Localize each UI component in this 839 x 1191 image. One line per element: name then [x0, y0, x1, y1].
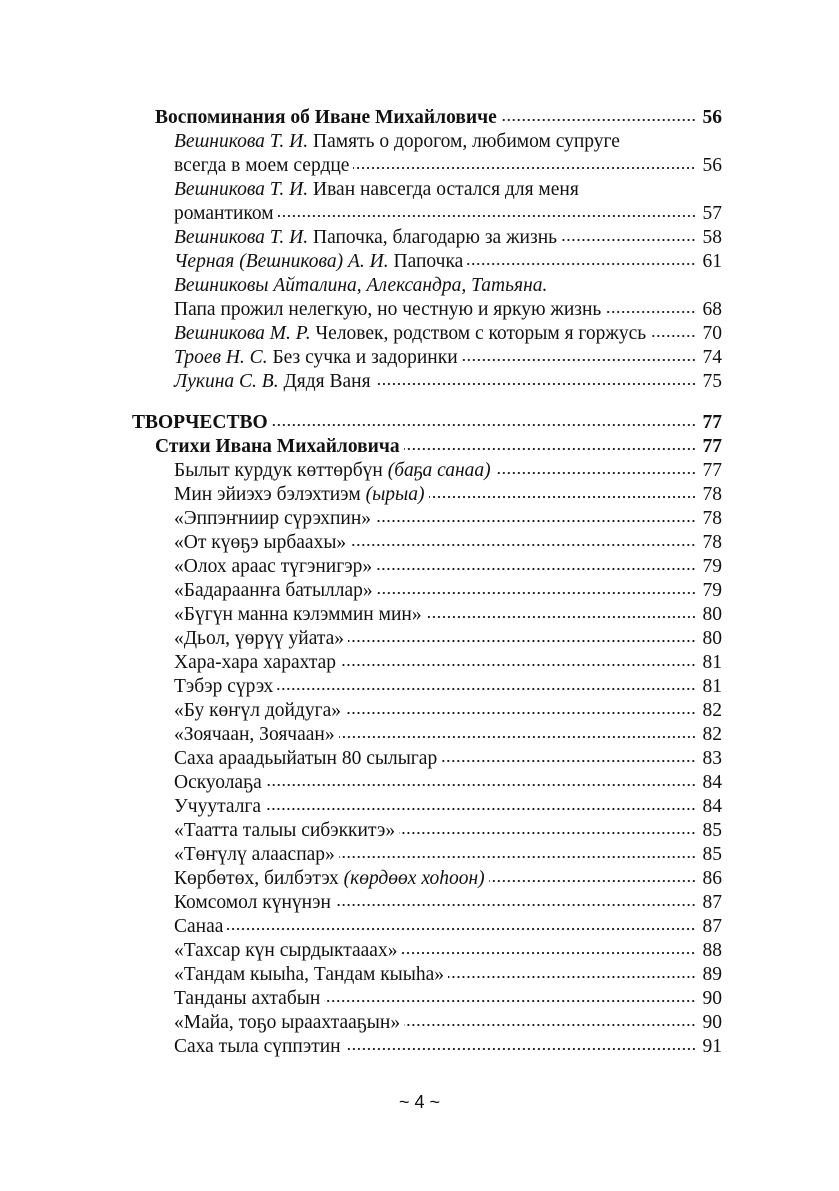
toc-page-number: 74 [702, 347, 722, 368]
toc-entry [174, 891, 722, 915]
toc-entry [174, 915, 722, 939]
toc-entry [174, 178, 722, 202]
toc-page-number: 75 [702, 371, 722, 392]
toc-author: Черная (Вешникова) А. И. [174, 251, 389, 272]
toc-page-number: 90 [702, 1012, 722, 1033]
toc-page-number: 78 [702, 484, 722, 505]
toc-entry-continuation [174, 202, 722, 226]
dot-leader [377, 591, 696, 595]
toc-entry [174, 747, 722, 771]
toc-entry-title: ТВОРЧЕСТВО [132, 412, 268, 433]
dot-leader [345, 1047, 696, 1051]
toc-page-number: 87 [702, 916, 722, 937]
toc-entry-title: «Майа, тоҕо ыраахтааҕын» [174, 1012, 401, 1033]
toc-entry [174, 130, 722, 154]
toc-page-number: 90 [702, 988, 722, 1009]
toc-entry-title: романтиком [174, 203, 274, 224]
toc-page-number: 61 [702, 251, 722, 272]
dot-leader [375, 519, 696, 523]
toc-author: Вешникова М. Р. [174, 323, 311, 344]
toc-entry-title: Көрбөтөх, билбэтэх [174, 868, 339, 889]
toc-entry-title: «Эппэҥниир сүрэхпин» [174, 508, 371, 529]
toc-page-number: 81 [702, 676, 722, 697]
dot-leader [462, 358, 696, 362]
toc-entry-title: Хара-хара харахтар [174, 652, 337, 673]
toc-entry-continuation [174, 154, 722, 178]
toc-entry [174, 250, 722, 274]
toc-entry [174, 370, 722, 394]
dot-leader [650, 334, 696, 338]
toc-entry [174, 843, 722, 867]
toc-entry [174, 603, 722, 627]
toc-entry-title: Папа прожил нелегкую, но честную и яркую жизнь [174, 299, 602, 320]
page-number-footer: ~ 4 ~ [398, 1092, 441, 1112]
toc-entry-title: Танданы ахтабын [174, 988, 321, 1009]
toc-author: Лукина С. В. [174, 371, 279, 392]
toc-entry [174, 699, 722, 723]
toc-entry-title: Папочка, благодарю за жизнь [313, 227, 558, 248]
toc-entry [174, 507, 722, 531]
toc-entry-title: «Зоячаан, Зоячаан» [174, 724, 335, 745]
dot-leader [340, 663, 696, 667]
toc-entry [174, 1035, 722, 1059]
toc-page-number: 79 [702, 556, 722, 577]
dot-leader [277, 687, 696, 691]
toc-entry [174, 483, 722, 507]
toc-entry-section [155, 435, 722, 459]
toc-page-number: 82 [702, 724, 722, 745]
dot-leader [324, 999, 696, 1003]
dot-leader [605, 310, 696, 314]
dot-leader [376, 567, 696, 571]
toc-entry [174, 274, 722, 298]
dot-leader [348, 639, 696, 643]
dot-leader [561, 238, 696, 242]
toc-page-number: 77 [702, 460, 722, 481]
dot-leader [399, 831, 696, 835]
dot-leader [278, 214, 696, 218]
toc-entry [174, 771, 722, 795]
dot-leader [339, 855, 696, 859]
toc-entry-title: всегда в моем сердце [174, 155, 350, 176]
toc-entry-title: «Бүгүн манна кэлэммин мин» [174, 604, 422, 625]
toc-entry-title: «Тандам кыыһа, Тандам кыыһа» [174, 964, 445, 985]
toc-entry-title: «Таатта талыы сибэккитэ» [174, 820, 396, 841]
toc-entry-title: Оскуолаҕа [174, 772, 262, 793]
toc-entry-title: Память о дорогом, любимом супруге [313, 131, 620, 152]
toc-entry [174, 963, 722, 987]
toc-page-number: 85 [702, 844, 722, 865]
dot-leader [401, 951, 696, 955]
toc-entry [174, 346, 722, 370]
toc-entry-title: «Төҥүлү алааспар» [174, 844, 335, 865]
toc-entry-title: Папочка [393, 251, 464, 272]
dot-leader [350, 543, 696, 547]
toc-page-number: 79 [702, 580, 722, 601]
toc-entry-title: Дядя Ваня [283, 371, 371, 392]
toc-entry [174, 459, 722, 483]
dot-leader [266, 783, 696, 787]
toc-entry-title: Саха тыла сүппэтин [174, 1036, 341, 1057]
toc-page-number: 56 [702, 107, 722, 128]
toc-entry [174, 579, 722, 603]
toc-entry-title: Былыт курдук көттөрбүн [174, 460, 383, 481]
dot-leader [339, 735, 696, 739]
toc-entry [174, 531, 722, 555]
toc-entry-title: Человек, родством с которым я горжусь [315, 323, 647, 344]
toc-entry-title: Мин эйиэхэ бэлэхтиэм [174, 484, 361, 505]
toc-entry-subtitle: (баҕа санаа) [387, 460, 491, 481]
toc-entry-title: Тэбэр сүрэх [174, 676, 274, 697]
toc-entry [174, 819, 722, 843]
toc-page-number: 56 [702, 155, 722, 176]
toc-entry-title: Саха араадьыйатын 80 сылыгар [174, 748, 438, 769]
dot-leader [404, 447, 696, 451]
dot-leader [345, 711, 696, 715]
dot-leader [429, 495, 697, 499]
dot-leader [448, 975, 696, 979]
toc-entry [174, 987, 722, 1011]
toc-entry-title: «От күөҕэ ырбаахы» [174, 532, 347, 553]
toc-page-number: 80 [702, 628, 722, 649]
dot-leader [353, 166, 696, 170]
dot-leader [441, 759, 696, 763]
toc-entry [174, 723, 722, 747]
toc-entry [174, 555, 722, 579]
toc-entry [174, 939, 722, 963]
dot-leader [375, 382, 696, 386]
toc-page-number: 91 [702, 1036, 722, 1057]
toc-entry [174, 1011, 722, 1035]
toc-page-number: 88 [702, 940, 722, 961]
toc-author: Вешникова Т. И. [174, 179, 309, 200]
toc-entry [174, 226, 722, 250]
dot-leader [404, 1023, 696, 1027]
toc-page-number: 81 [702, 652, 722, 673]
toc-entry-title: «Бу көҥүл дойдуга» [174, 700, 341, 721]
toc-page-number: 58 [702, 227, 722, 248]
toc-entry-title: «Дьол, үөрүү уйата» [174, 628, 345, 649]
toc-page-number: 80 [702, 604, 722, 625]
dot-leader [489, 879, 696, 883]
toc-page-number: 87 [702, 892, 722, 913]
toc-page-number: 85 [702, 820, 722, 841]
toc-entry-title: «Тахсар күн сырдыктааах» [174, 940, 398, 961]
toc-author: Вешниковы Айталина, Александра, Татьяна. [174, 275, 548, 296]
toc-entry [174, 675, 722, 699]
toc-entry [174, 651, 722, 675]
toc-entry-title: Воспоминания об Иване Михайловиче [155, 107, 497, 128]
toc-page-number: 77 [702, 436, 722, 457]
dot-leader [265, 807, 696, 811]
toc-entry-continuation [174, 298, 722, 322]
dot-leader [467, 262, 696, 266]
toc-entry [174, 627, 722, 651]
toc-entry-title: «Олох араас түгэнигэр» [174, 556, 373, 577]
toc-entry-subtitle: (ырыа) [365, 484, 425, 505]
dot-leader [495, 471, 696, 475]
toc-entry-title: Без сучка и задоринки [272, 347, 458, 368]
toc-page-number: 83 [702, 748, 722, 769]
toc-entry-title: Стихи Ивана Михайловича [155, 436, 400, 457]
toc-page-number: 78 [702, 532, 722, 553]
dot-leader [227, 927, 696, 931]
toc-entry [174, 322, 722, 346]
toc-entry-subtitle: (көрдөөх хоһоон) [343, 868, 485, 889]
toc-entry [174, 795, 722, 819]
toc-entry-title: Санаа [174, 916, 224, 937]
dot-leader [335, 903, 696, 907]
toc-page-number: 78 [702, 508, 722, 529]
toc-page-number: 89 [702, 964, 722, 985]
toc-author: Вешникова Т. И. [174, 131, 309, 152]
toc-entry-title: Учууталга [174, 796, 262, 817]
toc-page-number: 84 [702, 796, 722, 817]
toc-entry-part [132, 411, 722, 435]
toc-author: Вешникова Т. И. [174, 227, 309, 248]
toc-author: Троев Н. С. [174, 347, 268, 368]
toc-entry-title: «Бадараанҥа батыллар» [174, 580, 373, 601]
dot-leader [272, 423, 696, 427]
toc-page-number: 57 [702, 203, 722, 224]
dot-leader [426, 615, 696, 619]
toc-page-number: 84 [702, 772, 722, 793]
dot-leader [501, 118, 696, 122]
toc-page-number: 86 [702, 868, 722, 889]
toc-page-number: 70 [702, 323, 722, 344]
toc-page-number: 68 [702, 299, 722, 320]
toc-entry [174, 867, 722, 891]
toc-page-number: 82 [702, 700, 722, 721]
toc-entry-section [155, 106, 722, 130]
toc-page-number: 77 [702, 412, 722, 433]
toc-entry-title: Иван навсегда остался для меня [313, 179, 579, 200]
toc-entry-title: Комсомол күнүнэн [174, 892, 331, 913]
